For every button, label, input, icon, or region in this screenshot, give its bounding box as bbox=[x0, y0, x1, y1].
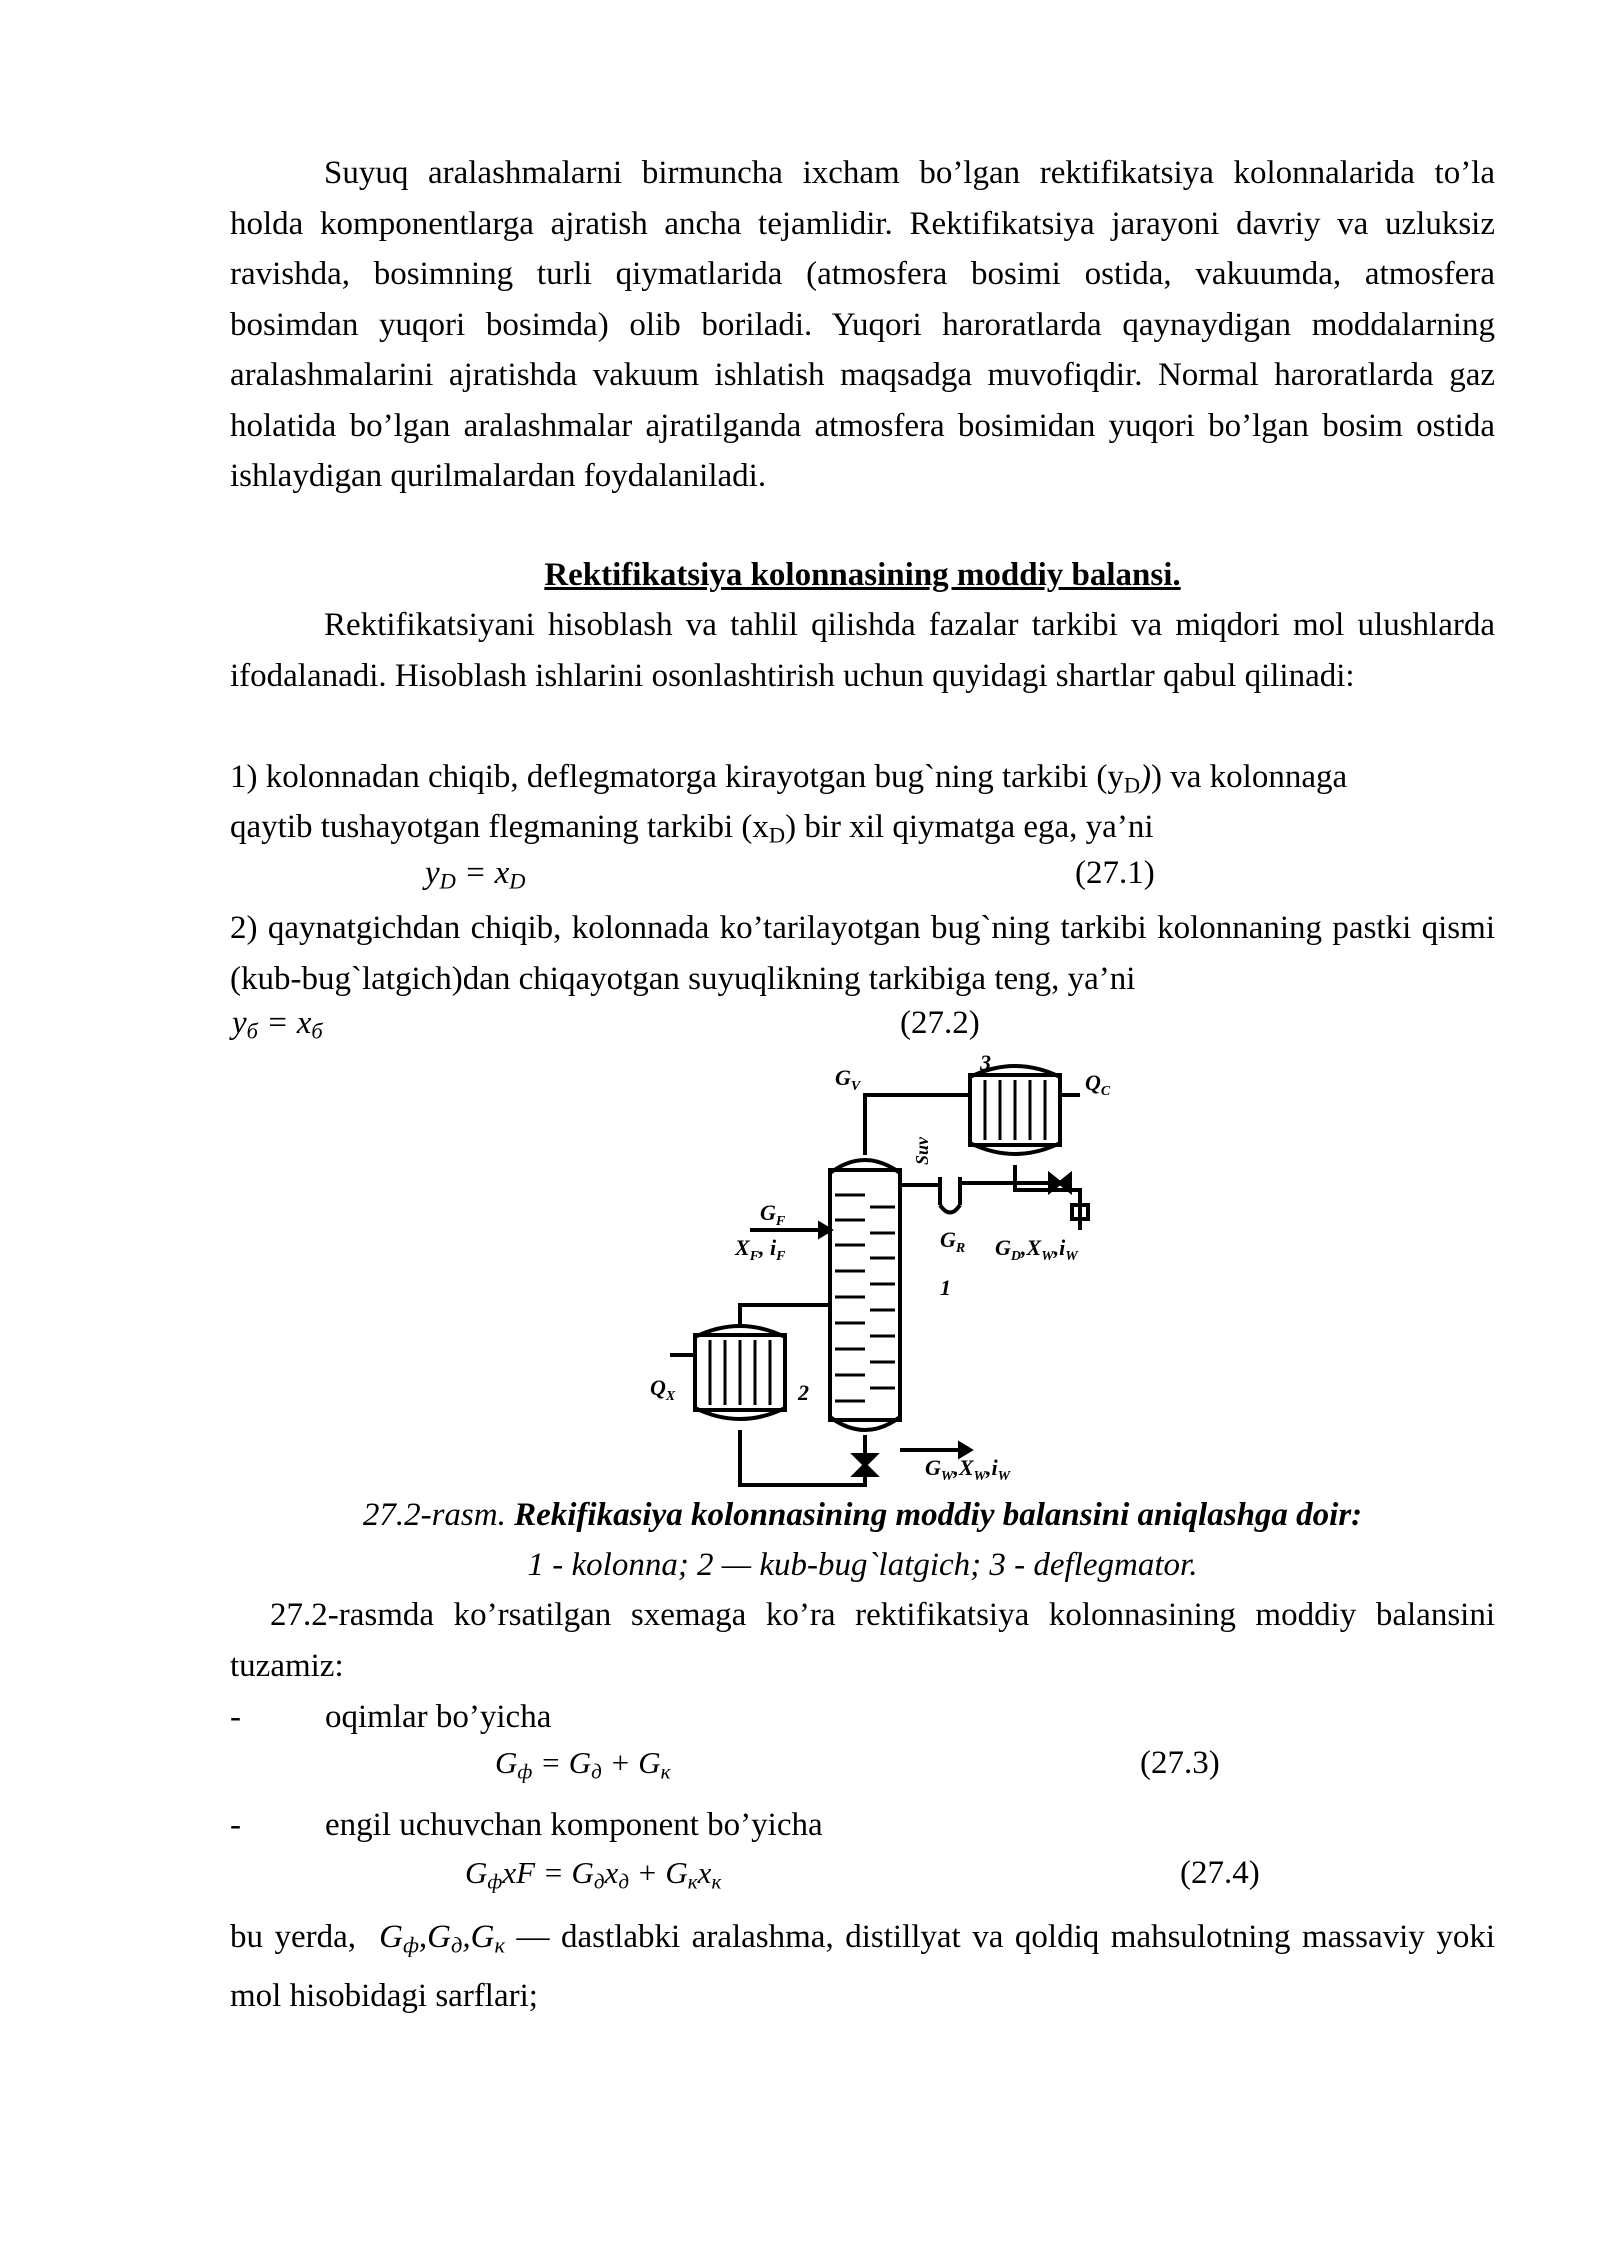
eq1-sub-d: D bbox=[439, 868, 456, 894]
label-gf: $G_F$ bbox=[760, 1200, 786, 1229]
label-gv: $G_V$ bbox=[835, 1065, 861, 1094]
equation-27-4 bbox=[465, 1855, 721, 1894]
eq2-sub: б bbox=[246, 1018, 258, 1044]
caption-title: Rekifikasiya kolonnasining moddiy balansini aniqlashga doir: bbox=[514, 1497, 1363, 1533]
u-trap bbox=[940, 1177, 960, 1213]
eq2-sub2: б bbox=[311, 1018, 323, 1044]
figure-caption-legend: 1 - kolonna; 2 — kub-bug`latgich; 3 - deflegmator. bbox=[527, 1547, 1198, 1583]
label-gr: $G_R$ bbox=[940, 1227, 966, 1256]
eq2-eq-x: = x bbox=[257, 1005, 312, 1041]
eq1-eq-x: = x bbox=[455, 855, 510, 891]
paragraph-assumptions: Rektifikatsiyani hisoblash va tahlil qilishda fazalar tarkibi va miqdori mol ulushlarda ifodalanadi. Hisoblash ishlarini osonlashtirish uchun quyidagi shartlar qabul qilinadi: bbox=[230, 607, 1495, 694]
definitions-symbols: $G_ф,G_д,G_к$ bbox=[379, 1919, 505, 1958]
equation-number-27-2: (27.2) bbox=[900, 1005, 980, 1041]
label-3: 3 bbox=[980, 1055, 991, 1075]
eq1-y: y bbox=[425, 855, 440, 891]
bullet-dash-1: - bbox=[230, 1699, 241, 1735]
paragraph-definitions bbox=[230, 1912, 1495, 2022]
equation-27-2 bbox=[232, 1005, 323, 1045]
paren: ) bbox=[1140, 759, 1152, 795]
condenser-tubes bbox=[985, 1080, 1045, 1140]
condition-1-text-a: 1) kolonnadan chiqib, deflegmatorga kirayotgan bug`ning tarkibi (y bbox=[230, 759, 1124, 795]
label-qx: $Q_X$ bbox=[650, 1375, 676, 1404]
label-gd: $G_D,X_W,i_W$ bbox=[995, 1235, 1078, 1264]
definitions-lead: bu yerda, bbox=[230, 1919, 357, 1955]
equation-number-27-4: (27.4) bbox=[1180, 1855, 1260, 1891]
bullet-flows: oqimlar bo’yicha bbox=[325, 1699, 552, 1735]
section-heading: Rektifikatsiya kolonnasining moddiy balansi. bbox=[544, 557, 1181, 593]
eq1-sub-d2: D bbox=[509, 868, 526, 894]
label-suv: Suv bbox=[912, 1136, 932, 1165]
label-gw: $G_W,X_W,i_W$ bbox=[925, 1455, 1011, 1484]
bottoms-loop bbox=[740, 1430, 865, 1485]
bullet-dash-2: - bbox=[230, 1807, 241, 1843]
eq2-y: y bbox=[232, 1005, 247, 1041]
equation-27-1 bbox=[425, 855, 526, 895]
equation-number-27-1: (27.1) bbox=[1075, 855, 1155, 891]
condition-1-text-d: ) bir xil qiymatga ega, ya’ni bbox=[785, 809, 1154, 845]
definitions-text: — dastlabki aralashma, distillyat va qoldiq mahsulotning massaviy yoki mol hisobidagi sarflari; bbox=[230, 1919, 1495, 2015]
figure-caption bbox=[230, 1490, 1495, 1540]
column-trays bbox=[835, 1195, 895, 1401]
subscript-d: D bbox=[1123, 772, 1141, 798]
equation-27-3 bbox=[495, 1745, 671, 1784]
equation-number-27-3: (27.3) bbox=[1140, 1745, 1220, 1781]
reboiler-tubes bbox=[710, 1340, 770, 1405]
label-2: 2 bbox=[798, 1380, 809, 1405]
caption-number: 27.2-rasm. bbox=[362, 1497, 515, 1533]
eq4-content: $G_фxF = G_дx_д + G_кx_к$ bbox=[465, 1855, 722, 1894]
reboiler-vapor-line bbox=[740, 1305, 830, 1325]
paragraph-intro: Suyuq aralashmalarni birmuncha ixcham bo’lgan rektifikatsiya kolonnalarida to’la holda komponentlarga ajratish ancha tejamlidir. Rektifikatsiya jarayoni davriy va uzluksiz ravishda, bosimning turli qiymatlarida (atmosfera bosimi ostida, vakuumda, atmosfera bosimdan yuqori bosimda) olib boriladi. Yuqori haroratlarda qaynaydigan moddalarning aralashmalarini ajratishda vakuum ishlatish maqsadga muvofiqdir. Normal haroratlarda gaz holatida bo’lgan aralashmalar ajratilganda atmosfera bosimidan yuqori bo’lgan bosim ostida ishlaydigan qurilmalardan foydalaniladi. bbox=[230, 155, 1495, 494]
label-xf-if: $X_F$, $i_F$ bbox=[735, 1235, 786, 1264]
paragraph-condition-2: 2) qaynatgichdan chiqib, kolonnada ko’tarilayotgan bug`ning tarkibi kolonnaning pastki qismi (kub-bug`latgich)dan chiqayotgan suyuqlikning tarkibiga teng, ya’ni bbox=[230, 910, 1495, 997]
paragraph-balance-intro: 27.2-rasmda ko’rsatilgan sxemaga ko’ra rektifikatsiya kolonnasining moddiy balansini tuzamiz: bbox=[230, 1597, 1495, 1684]
eq3-content: $G_ф = G_д + G_к$ bbox=[495, 1745, 671, 1784]
valve-bottom bbox=[855, 1455, 875, 1475]
condition-1-text-c: qaytib tushayotgan flegmaning tarkibi (x bbox=[230, 809, 769, 845]
condition-1-line-2 bbox=[230, 802, 1495, 861]
rectification-column-diagram bbox=[640, 1055, 1120, 1495]
label-qc: $Q_C$ bbox=[1085, 1070, 1111, 1099]
subscript-d: D bbox=[768, 822, 786, 848]
label-1: 1 bbox=[940, 1275, 951, 1300]
bullet-light-component: engil uchuvchan komponent bo’yicha bbox=[325, 1807, 823, 1843]
condition-1-text-b: ) va kolonnaga bbox=[1151, 759, 1348, 795]
